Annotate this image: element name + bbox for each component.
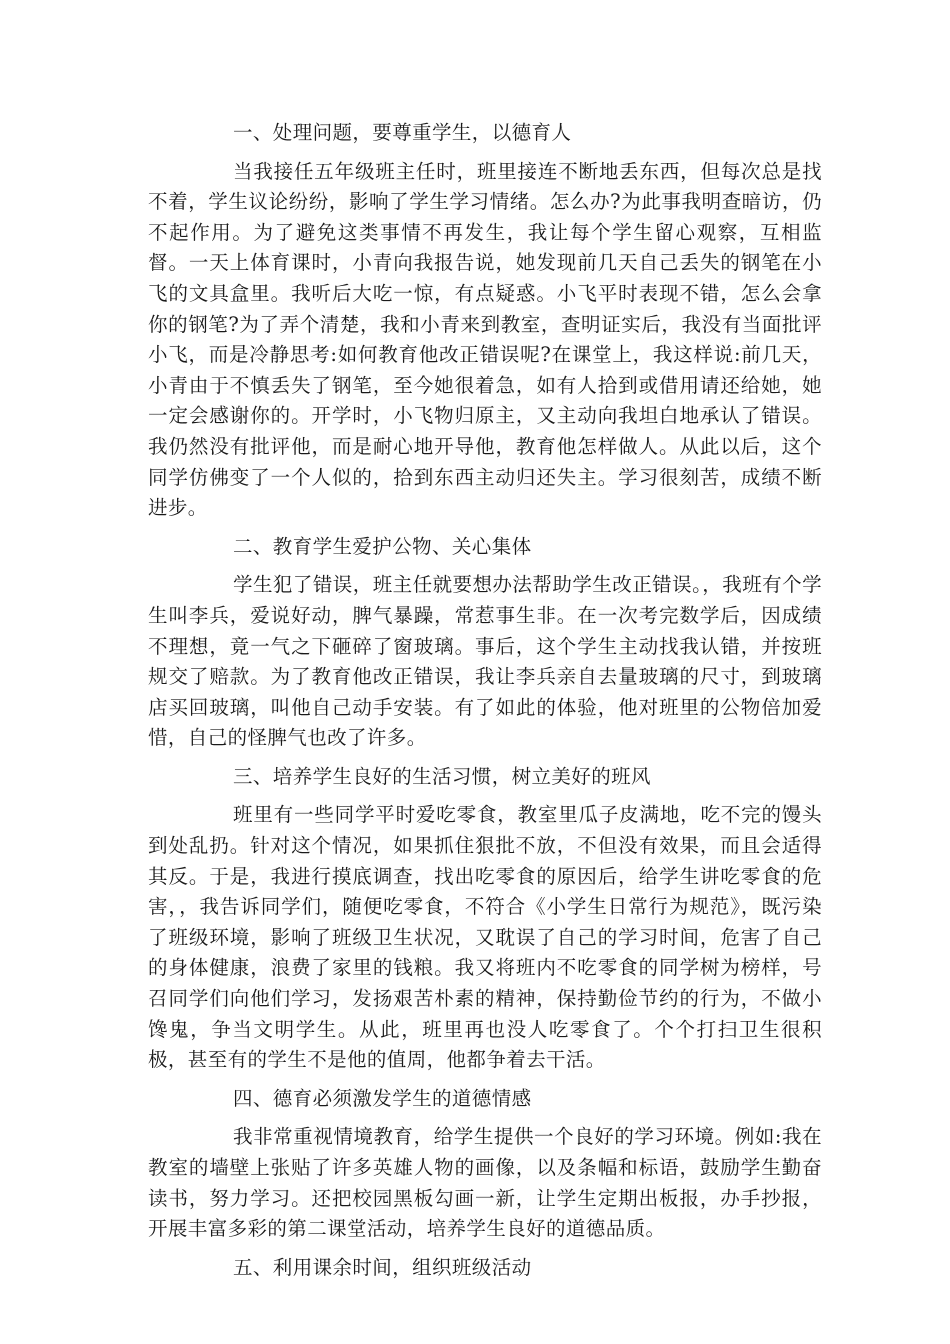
section-paragraph-2: 学生犯了错误，班主任就要想办法帮助学生改正错误。，我班有个学生叫李兵，爱说好动，脾气暴躁，常惹事生非。在一次考完数学后，因成绩不理想，竟一气之下砸碎了窗玻璃。事后，这个学生主动找我认错，并按班规交了赔款。为了教育他改正错误，我让李兵亲自去量玻璃的尺寸，到玻璃店买回玻璃，叫他自己动手安装。有了如此的体验，他对班里的公物倍加爱惜，自己的怪脾气也改了许多。 (148, 573, 822, 750)
section-heading-1: 一、处理问题，要尊重学生，以德育人 (233, 121, 572, 144)
section-heading-2: 二、教育学生爱护公物、关心集体 (233, 534, 532, 558)
document-body (148, 118, 822, 1291)
section-paragraph-4: 我非常重视情境教育，给学生提供一个良好的学习环境。例如:我在教室的墙壁上张贴了许多英雄人物的画像，以及条幅和标语，鼓励学生勤奋读书，努力学习。还把校园黑板勾画一新，让学生定期出板报，办手抄报，开展丰富多彩的第二课堂活动，培养学生良好的道德品质。 (148, 1125, 822, 1241)
section-heading-3: 三、培养学生良好的生活习惯，树立美好的班风 (233, 764, 651, 788)
section-paragraph-3: 班里有一些同学平时爱吃零食，教室里瓜子皮满地，吃不完的馒头到处乱扔。针对这个情况，如果抓住狠批不放，不但没有效果，而且会适得其反。于是，我进行摸底调查，找出吃零食的原因后，给学生讲吃零食的危害，，我告诉同学们，随便吃零食，不符合《小学生日常行为规范》，既污染了班级环境，影响了班级卫生状况，又耽误了自己的学习时间，危害了自己的身体健康，浪费了家里的钱粮。我又将班内不吃零食的同学树为榜样，号召同学们向他们学习，发扬艰苦朴素的精神，保持勤俭节约的行为，不做小馋鬼，争当文明学生。从此，班里再也没人吃零食了。个个打扫卫生很积极，甚至有的学生不是他的值周，他都争着去干活。 (148, 803, 822, 1072)
section-paragraph-1: 当我接任五年级班主任时，班里接连不断地丢东西，但每次总是找不着，学生议论纷纷，影响了学生学习情绪。怎么办?为此事我明查暗访，仍不起作用。为了避免这类事情不再发生，我让每个学生留心观察，互相监督。一天上体育课时，小青向我报告说，她发现前几天自己丢失的钢笔在小飞的文具盒里。我听后大吃一惊，有点疑惑。小飞平时表现不错，怎么会拿你的钢笔?为了弄个清楚，我和小青来到教室，查明证实后，我没有当面批评小飞，而是冷静思考:如何教育他改正错误呢?在课堂上，我这样说:前几天，小青由于不慎丢失了钢笔，至今她很着急，如有人拾到或借用请还给她，她一定会感谢你的。开学时，小飞物归原主，又主动向我坦白地承认了错误。我仍然没有批评他，而是耐心地开导他，教育他怎样做人。从此以后，这个同学仿佛变了一个人似的，拾到东西主动归还失主。学习很刻苦，成绩不断进步。 (148, 159, 822, 520)
section-heading-5: 五、利用课余时间，组织班级活动 (233, 1255, 532, 1279)
section-heading-4: 四、德育必须激发学生的道德情感 (233, 1086, 532, 1110)
